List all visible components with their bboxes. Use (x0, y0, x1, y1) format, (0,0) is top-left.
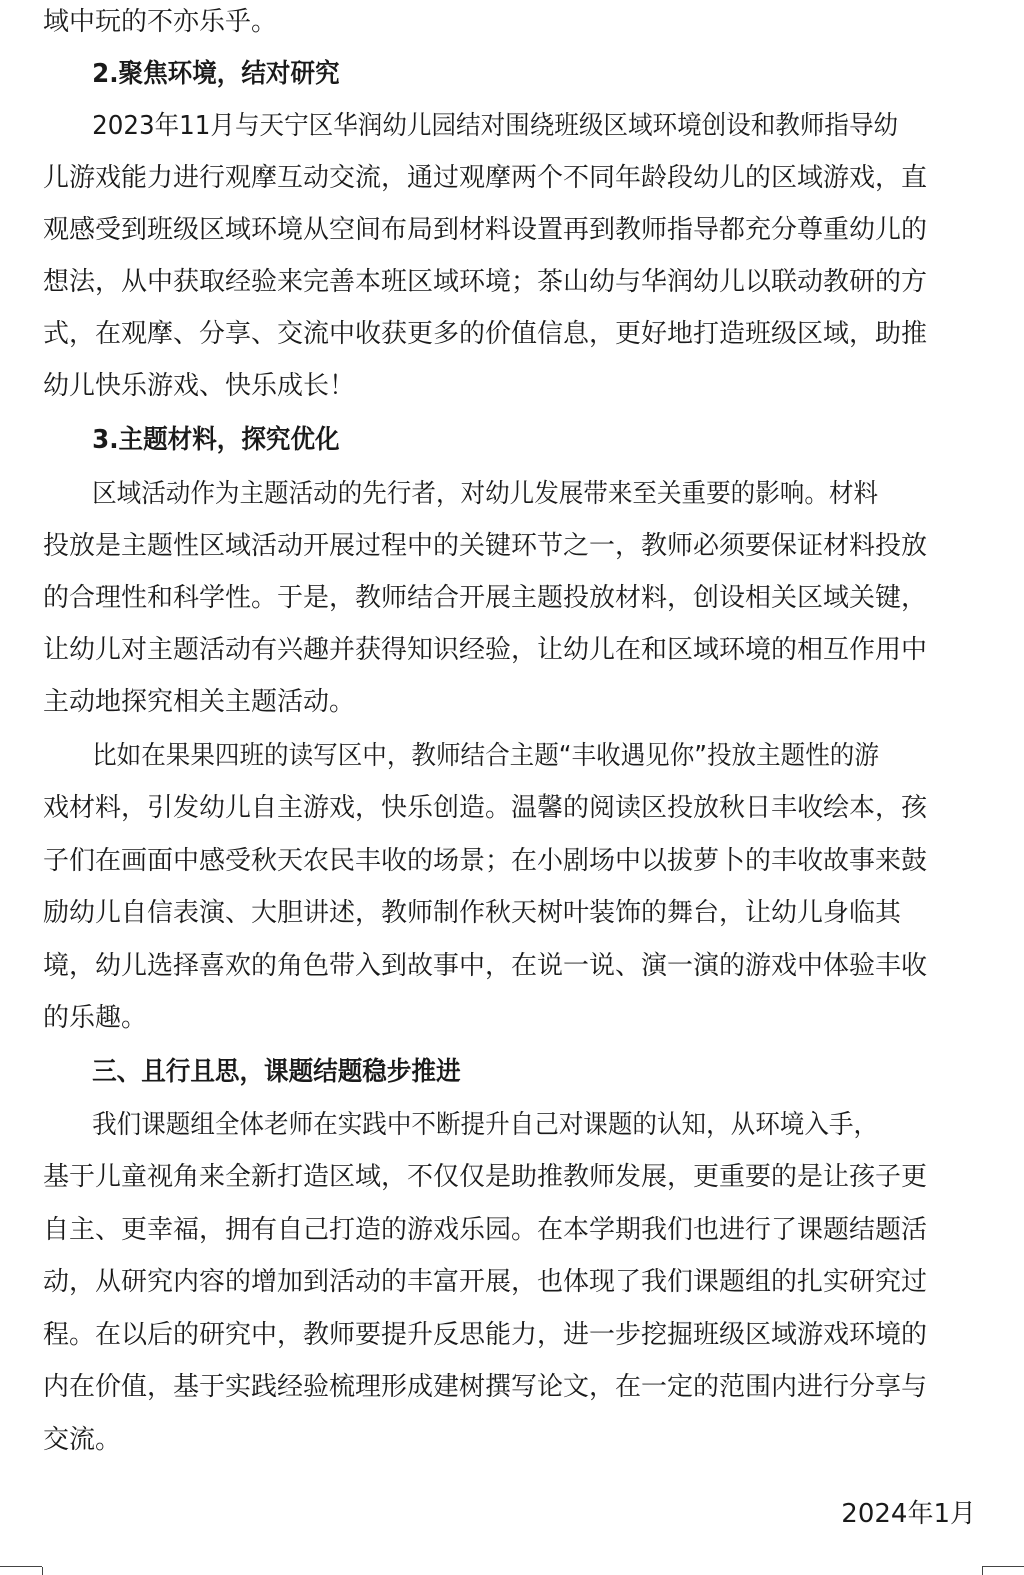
document-date: 2024年1月 (841, 1499, 976, 1529)
crop-mark (982, 1567, 983, 1575)
text-line: 内在价值，基于实践经验梳理形成建树撰写论文，在一定的范围内进行分享与 (43, 1372, 928, 1402)
text-line: 励幼儿自信表演、大胆讲述，教师制作秋天树叶装饰的舞台，让幼儿身临其 (43, 898, 902, 928)
text-line: 子们在画面中感受秋天农民丰收的场景；在小剧场中以拔萝卜的丰收故事来鼓 (43, 846, 928, 876)
text-line: 基于儿童视角来全新打造区域，不仅仅是助推教师发展，更重要的是让孩子更 (43, 1162, 928, 1192)
section-heading: 2.聚焦环境，结对研究 (92, 59, 340, 89)
crop-mark-line (982, 1566, 1024, 1567)
paragraph-first-line: 区域活动作为主题活动的先行者，对幼儿发展带来至关重要的影响。材料 (92, 479, 879, 509)
text-line: 境，幼儿选择喜欢的角色带入到故事中，在说一说、演一演的游戏中体验丰收 (43, 951, 928, 981)
text-line: 投放是主题性区域活动开展过程中的关键环节之一，教师必须要保证材料投放 (43, 531, 928, 561)
crop-mark-line (0, 1566, 42, 1567)
text-line: 观感受到班级区域环境从空间布局到材料设置再到教师指导都充分尊重幼儿的 (43, 215, 928, 245)
text-line: 程。在以后的研究中，教师要提升反思能力，进一步挖掘班级区域游戏环境的 (43, 1320, 928, 1350)
text-line: 自主、更幸福，拥有自己打造的游戏乐园。在本学期我们也进行了课题结题活 (43, 1215, 928, 1245)
text-line: 的合理性和科学性。于是，教师结合开展主题投放材料，创设相关区域关键， (43, 583, 928, 613)
crop-mark (42, 1567, 43, 1575)
paragraph-first-line: 我们课题组全体老师在实践中不断提升自己对课题的认知，从环境入手， (92, 1110, 879, 1140)
text-line: 主动地探究相关主题活动。 (43, 687, 356, 717)
text-line: 的乐趣。 (43, 1003, 148, 1033)
text-line: 想法，从中获取经验来完善本班区域环境；茶山幼与华润幼儿以联动教研的方 (43, 267, 928, 297)
text-line: 式，在观摩、分享、交流中收获更多的价值信息，更好地打造班级区域，助推 (43, 319, 928, 349)
text-line: 戏材料，引发幼儿自主游戏，快乐创造。温馨的阅读区投放秋日丰收绘本，孩 (43, 793, 928, 823)
paragraph-first-line: 2023年11月与天宁区华润幼儿园结对围绕班级区域环境创设和教师指导幼 (92, 111, 899, 141)
text-line: 儿游戏能力进行观摩互动交流，通过观摩两个不同年龄段幼儿的区域游戏，直 (43, 163, 928, 193)
text-line: 幼儿快乐游戏、快乐成长！ (43, 371, 356, 401)
paragraph-first-line: 比如在果果四班的读写区中，教师结合主题“丰收遇见你”投放主题性的游 (92, 741, 879, 771)
text-line: 让幼儿对主题活动有兴趣并获得知识经验，让幼儿在和区域环境的相互作用中 (43, 635, 928, 665)
text-line: 域中玩的不亦乐乎。 (43, 7, 278, 37)
text-line: 动，从研究内容的增加到活动的丰富开展，也体现了我们课题组的扎实研究过 (43, 1267, 928, 1297)
section-heading: 3.主题材料，探究优化 (92, 425, 340, 455)
section-heading: 三、且行且思，课题结题稳步推进 (92, 1057, 461, 1087)
text-line: 交流。 (43, 1425, 122, 1455)
